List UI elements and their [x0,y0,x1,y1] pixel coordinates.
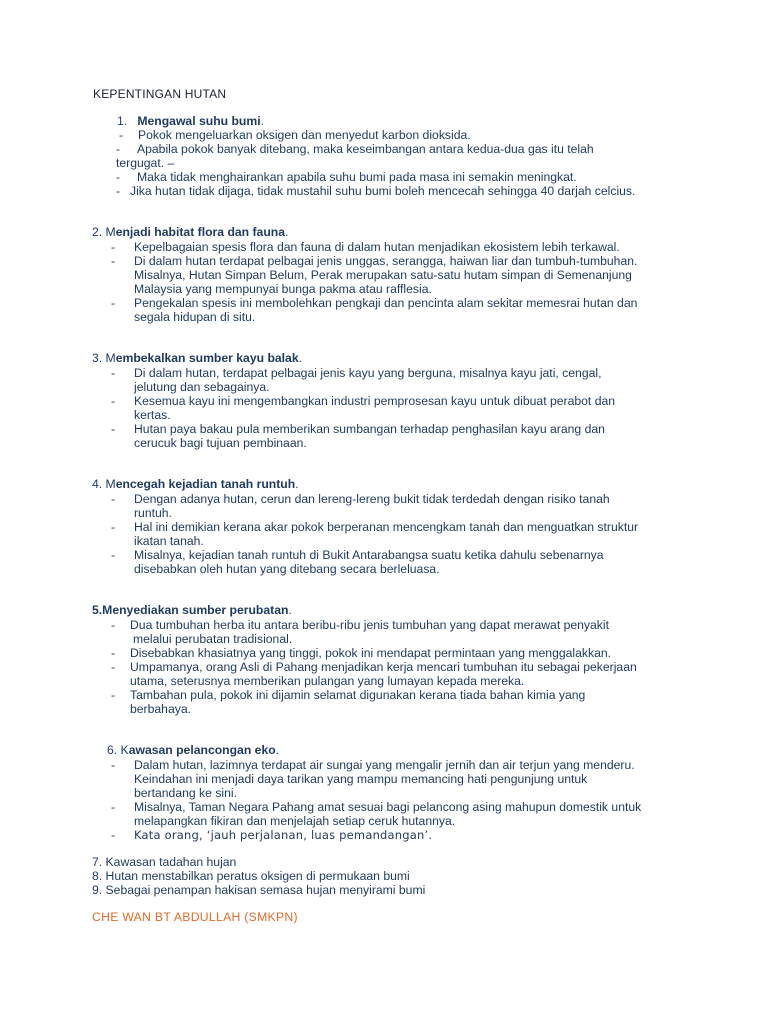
list-item: cerucuk bagi tujuan pembinaan. [134,436,307,450]
list-item: Keindahan ini menjadi daya tarikan yang mampu memancing hati pengunjung untuk [134,772,588,786]
section-heading [92,225,288,239]
list-item: Di dalam hutan terdapat pelbagai jenis unggas, serangga, haiwan liar dan tumbuh-tumbuhan. [134,254,638,268]
list-item: Hal ini demikian kerana akar pokok berperanan mencengkam tanah dan menguatkan struktur [134,520,639,534]
list-item: Dua tumbuhan herba itu antara beribu-ribu jenis tumbuhan yang dapat merawat penyakit [130,618,609,632]
list-item: Misalnya, Taman Negara Pahang amat sesuai bagi pelancong asing mahupun domestik untuk [134,800,642,814]
section-number: 4. M [92,477,116,491]
list-item: utama, seterusnya memberikan pulangan yang lumayan kepada mereka. [130,674,525,688]
list-item: jelutung dan sebagainya. [134,380,270,394]
list-item: melapangkan fikiran dan menjelajah setiap ceruk hutannya. [134,814,456,828]
bullet-dash: - [111,520,116,534]
list-item: Pokok mengeluarkan oksigen dan menyedut karbon dioksida. [138,128,471,142]
list-item: 9. Sebagai penampan hakisan semasa hujan menyirami bumi [92,883,426,897]
list-item: Misalnya, Hutan Simpan Belum, Perak merupakan satu-satu hutam simpan di Semenanjung [134,268,632,282]
bullet-dash: - [111,618,116,632]
section-title: Mengawal suhu bumi [137,114,261,128]
section-title: embekalkan sumber kayu balak [115,351,299,365]
list-item: Tambahan pula, pokok ini dijamin selamat digunakan kerana tiada bahan kimia yang [130,688,586,702]
bullet-dash: - [111,422,116,436]
list-item: tergugat. – [116,156,175,170]
list-item: Hutan paya bakau pula memberikan sumbangan terhadap penghasilan kayu arang dan [134,422,605,436]
bullet-dash: - [111,688,116,702]
list-item: Misalnya, kejadian tanah runtuh di Bukit Antarabangsa suatu ketika dahulu sebenarnya [134,548,604,562]
section-title: Menyediakan sumber perubatan [102,603,289,617]
section-suffix: . [288,603,292,617]
section-suffix: . [260,114,264,128]
list-item: berbahaya. [130,702,191,716]
author-credit: CHE WAN BT ABDULLAH (SMKPN) [92,910,298,924]
list-item: Jika hutan tidak dijaga, tidak mustahil suhu bumi boleh mencecah sehingga 40 darjah celcius. [130,184,636,198]
list-item: Dengan adanya hutan, cerun dan lereng-lereng bukit tidak terdedah dengan risiko tanah [134,492,610,506]
bullet-dash: - [111,240,116,254]
list-item: Apabila pokok banyak ditebang, maka keseimbangan antara kedua-dua gas itu telah [137,142,594,156]
document-title: KEPENTINGAN HUTAN [93,87,227,101]
bullet-dash: - [119,128,124,142]
list-item: Disebabkan khasiatnya yang tinggi, pokok ini mendapat permintaan yang menggalakkan. [130,646,612,660]
list-item: Kesemua kayu ini mengembangkan industri pemprosesan kayu untuk dibuat perabot dan [134,394,616,408]
bullet-dash: - [116,184,121,198]
section-number: 1. [117,114,128,128]
section-heading [92,603,292,617]
section-heading [92,477,299,491]
bullet-dash: - [111,800,116,814]
section-suffix: . [295,477,299,491]
bullet-dash: - [111,660,116,674]
list-item: Dalam hutan, lazimnya terdapat air sungai yang mengalir jernih dan air terjun yang menderu. [134,758,635,772]
list-item: 8. Hutan menstabilkan peratus oksigen di permukaan bumi [92,869,410,883]
list-item: runtuh. [134,506,172,520]
list-item: 7. Kawasan tadahan hujan [92,855,237,869]
section-heading [92,351,302,365]
list-item: disebabkan oleh hutan yang ditebang secara berleluasa. [134,562,440,576]
bullet-dash: - [111,366,116,380]
section-heading [117,114,264,128]
section-number: 2. M [92,225,116,239]
list-item: Umpamanya, orang Asli di Pahang menjadikan kerja mencari tumbuhan itu sebagai pekerjaan [130,660,637,674]
section-suffix: . [275,743,280,757]
bullet-dash: - [111,828,116,842]
list-item: Kepelbagaian spesis flora dan fauna di dalam hutan menjadikan ekosistem lebih terkawal. [134,240,620,254]
list-item: bertandang ke sini. [134,786,237,800]
section-suffix: . [285,225,289,239]
bullet-dash: - [111,296,116,310]
section-number: 3. M [92,351,116,365]
list-item: segala hidupan di situ. [134,310,256,324]
list-item: Pengekalan spesis ini membolehkan pengkaji dan pencinta alam sekitar memesrai hutan dan [134,296,638,310]
section-title: awasan pelancongan eko [128,743,276,757]
section-title: encegah kejadian tanah runtuh [115,477,296,491]
section-suffix: . [298,351,303,365]
list-item: melalui perubatan tradisional. [133,632,293,646]
list-item: kertas. [134,408,171,422]
bullet-dash: - [111,548,116,562]
section-title: enjadi habitat flora dan fauna [115,225,285,239]
list-item: Di dalam hutan, terdapat pelbagai jenis kayu yang berguna, misalnya kayu jati, cengal, [134,366,602,380]
section-heading [107,743,279,757]
bullet-dash: - [116,142,121,156]
list-item: Malaysia yang mempunyai bunga pakma atau rafflesia. [134,282,432,296]
bullet-dash: - [116,170,121,184]
bullet-dash: - [111,492,116,506]
bullet-dash: - [111,646,116,660]
bullet-dash: - [111,254,116,268]
list-item: Kata orang, ‘jauh perjalanan, luas pemandangan’. [134,828,433,842]
bullet-dash: - [111,394,116,408]
section-number: 5. [92,603,103,617]
section-number: 6. K [107,743,129,757]
list-item: ikatan tanah. [134,534,204,548]
list-item: Maka tidak menghairankan apabila suhu bumi pada masa ini semakin meningkat. [137,170,577,184]
bullet-dash: - [111,758,116,772]
